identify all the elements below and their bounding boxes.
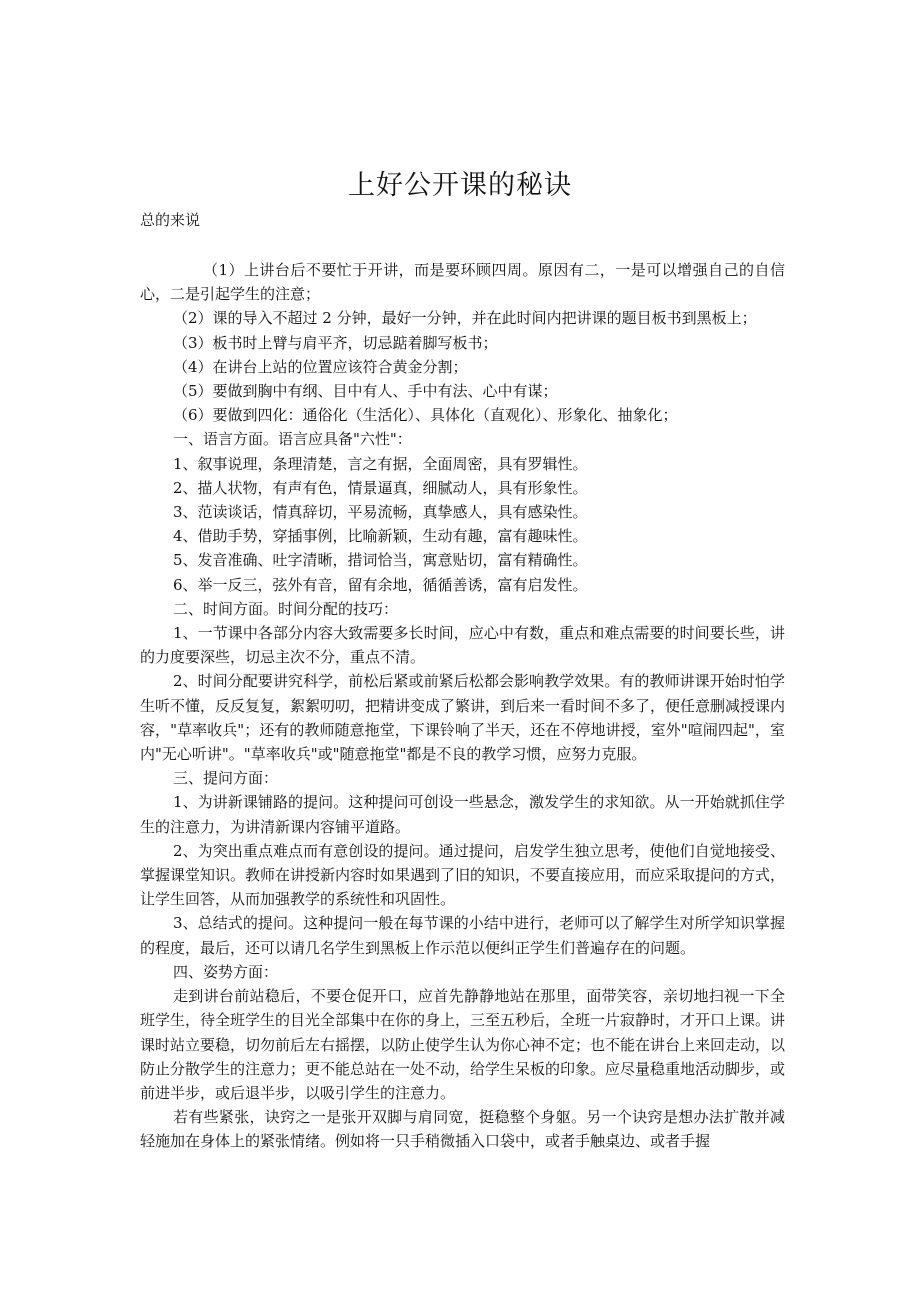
paragraph: （6）要做到四化：通俗化（生活化）、具体化（直观化）、形象化、抽象化； bbox=[173, 406, 678, 425]
paragraph: （4）在讲台上站的位置应该符合黄金分割； bbox=[173, 357, 468, 376]
document-subtitle: 总的来说 bbox=[140, 211, 201, 229]
paragraph: 1、为讲新课铺路的提问。这种提问可创设一些悬念，激发学生的求知欲。从一开始就抓住学生的注意力，为讲清新课内容铺平道路。 bbox=[140, 793, 785, 836]
section-heading: 一、语言方面。语言应具备"六性"： bbox=[173, 430, 412, 449]
paragraph: 4、借助手势，穿插事例，比喻新颖，生动有趣，富有趣味性。 bbox=[173, 527, 588, 546]
paragraph: 3、总结式的提问。这种提问一般在每节课的小结中进行，老师可以了解学生对所学知识掌握的程度，最后，还可以请几名学生到黑板上作示范以便纠正学生们普遍存在的问题。 bbox=[140, 914, 785, 957]
paragraph: 2、描人状物，有声有色，情景逼真，细腻动人，具有形象性。 bbox=[173, 478, 588, 497]
paragraph: 若有些紧张，诀窍之一是张开双脚与肩同宽，挺稳整个身躯。另一个诀窍是想办法扩散并减轻施加在身体上的紧张情绪。例如将一只手稍微插入口袋中，或者手触桌边、或者手握 bbox=[140, 1108, 785, 1151]
paragraph: 1、一节课中各部分内容大致需要多长时间，应心中有数，重点和难点需要的时间要长些，讲的力度要深些，切忌主次不分，重点不清。 bbox=[140, 624, 785, 667]
section-heading: 四、姿势方面： bbox=[173, 962, 279, 981]
paragraph: 走到讲台前站稳后，不要仓促开口，应首先静静地站在那里，面带笑容，亲切地扫视一下全班学生，待全班学生的目光全部集中在你的身上，三至五秒后，全班一片寂静时，才开口上课。讲课时站立要稳，切勿前后左右摇摆，以防止使学生认为你心神不定；也不能在讲台上来回走动，以防止分散学生的注意力；更不能总站在一处不动，给学生呆板的印象。应尽量稳重地活动脚步，或前进半步，或后退半步，以吸引学生的注意力。 bbox=[140, 987, 786, 1102]
paragraph: 2、时间分配要讲究科学，前松后紧或前紧后松都会影响教学效果。有的教师讲课开始时怕学生听不懂，反反复复，絮絮叨叨，把精讲变成了繁讲，到后来一看时间不多了，便任意删减授课内容，"草率收兵"；还有的教师随意拖堂，下课铃响了半天，还在不停地讲授，室外"喧闹四起"，室内"无心听讲"。"草率收兵"或"随意拖堂"都是不良的教学习惯，应努力克服。 bbox=[140, 672, 786, 764]
paragraph: 5、发音准确、吐字清晰，措词恰当，寓意贴切，富有精确性。 bbox=[173, 551, 588, 570]
paragraph: （1）上讲台后不要忙于开讲，而是要环顾四周。原因有二，一是可以增强自己的自信心，二是引起学生的注意； bbox=[140, 261, 785, 304]
section-heading: 三、提问方面： bbox=[173, 769, 279, 788]
section-heading: 二、时间方面。时间分配的技巧： bbox=[173, 599, 399, 618]
paragraph: （5）要做到胸中有纲、目中有人、手中有法、心中有谋； bbox=[173, 382, 558, 401]
paragraph: （2）课的导入不超过 2 分钟，最好一分钟，并在此时间内把讲课的题目板书到黑板上； bbox=[173, 309, 757, 328]
paragraph: 2、为突出重点难点而有意创设的提问。通过提问，启发学生独立思考，使他们自觉地接受、掌握课堂知识。教师在讲授新内容时如果遇到了旧的知识，不要直接应用，而应采取提问的方式，让学生回答，从而加强教学的系统性和巩固性。 bbox=[140, 841, 786, 909]
paragraph: 6、举一反三，弦外有音，留有余地，循循善诱，富有启发性。 bbox=[173, 575, 588, 594]
document-title: 上好公开课的秘诀 bbox=[348, 170, 572, 201]
paragraph: 1、叙事说理，条理清楚，言之有据，全面周密，具有罗辑性。 bbox=[173, 454, 588, 473]
paragraph: （3）板书时上臂与肩平齐，切忌踮着脚写板书； bbox=[173, 333, 498, 352]
document-body bbox=[140, 258, 785, 1154]
paragraph: 3、范读谈话，情真辞切，平易流畅，真挚感人，具有感染性。 bbox=[173, 503, 588, 522]
